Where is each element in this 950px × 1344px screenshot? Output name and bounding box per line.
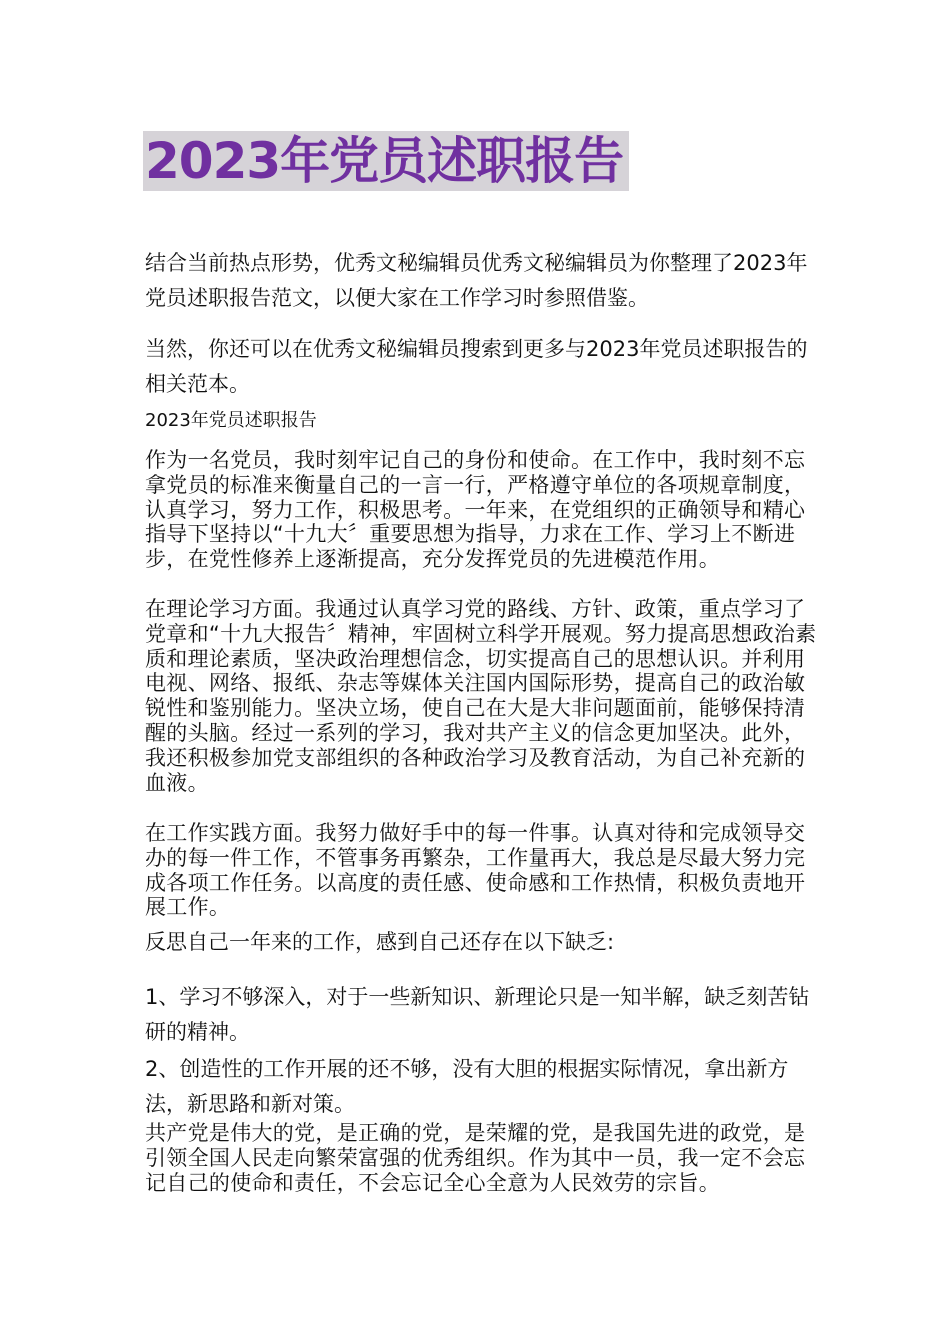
body-paragraph-4: 共产党是伟大的党，是正确的党，是荣耀的党，是我国先进的政党，是引领全国人民走向繁荣富强的优秀组织。作为其中一员，我一定不会忘记自己的使命和责任，不会忘记全心全意为人民效劳的宗旨。 — [145, 1121, 806, 1195]
body-paragraph-3: 在工作实践方面。我努力做好手中的每一件事。认真对待和完成领导交办的每一件工作，不管事务再繁杂，工作量再大，我总是尽最大努力完成各项工作任务。以高度的责任感、使命感和工作热情，积极负责地开展工作。 — [145, 821, 806, 920]
shortcoming-item-1: 1、学习不够深入，对于一些新知识、新理论只是一知半解，缺乏刻苦钻研的精神。 — [145, 985, 810, 1044]
intro-paragraph-2: 当然，你还可以在优秀文秘编辑员搜索到更多与2023年党员述职报告的相关范本。 — [145, 337, 808, 396]
body-paragraph-2: 在理论学习方面。我通过认真学习党的路线、方针、政策，重点学习了党章和“十九大报告〞精神，牢固树立科学开展观。努力提高思想政治素质和理论素质，坚决政治理想信念，切实提高自己的思想认识。并利用电视、网络、报纸、杂志等媒体关注国内国际形势，提高自己的政治敏锐性和鉴别能力。坚决立场，使自己在大是大非问题面前，能够保持清醒的头脑。经过一系列的学习，我对共产主义的信念更加坚决。此外，我还积极参加党支部组织的各种政治学习及教育活动，为自己补充新的血液。 — [145, 597, 817, 795]
body-paragraph-1: 作为一名党员，我时刻牢记自己的身份和使命。在工作中，我时刻不忘拿党员的标准来衡量自己的一言一行，严格遵守单位的各项规章制度，认真学习，努力工作，积极思考。一年来，在党组织的正确领导和精心指导下坚持以“十九大〞重要思想为指导，力求在工作、学习上不断进步，在党性修养上逐渐提高，充分发挥党员的先进模范作用。 — [145, 448, 806, 572]
reflection-line: 反思自己一年来的工作，感到自己还存在以下缺乏: — [145, 930, 615, 954]
shortcoming-item-2: 2、创造性的工作开展的还不够，没有大胆的根据实际情况，拿出新方法，新思路和新对策。 — [145, 1057, 789, 1116]
page-title: 2023年党员述职报告 — [143, 131, 629, 191]
intro-paragraph-1: 结合当前热点形势，优秀文秘编辑员优秀文秘编辑员为你整理了2023年党员述职报告范文，以便大家在工作学习时参照借鉴。 — [145, 251, 808, 310]
section-subheading: 2023年党员述职报告 — [145, 410, 317, 431]
